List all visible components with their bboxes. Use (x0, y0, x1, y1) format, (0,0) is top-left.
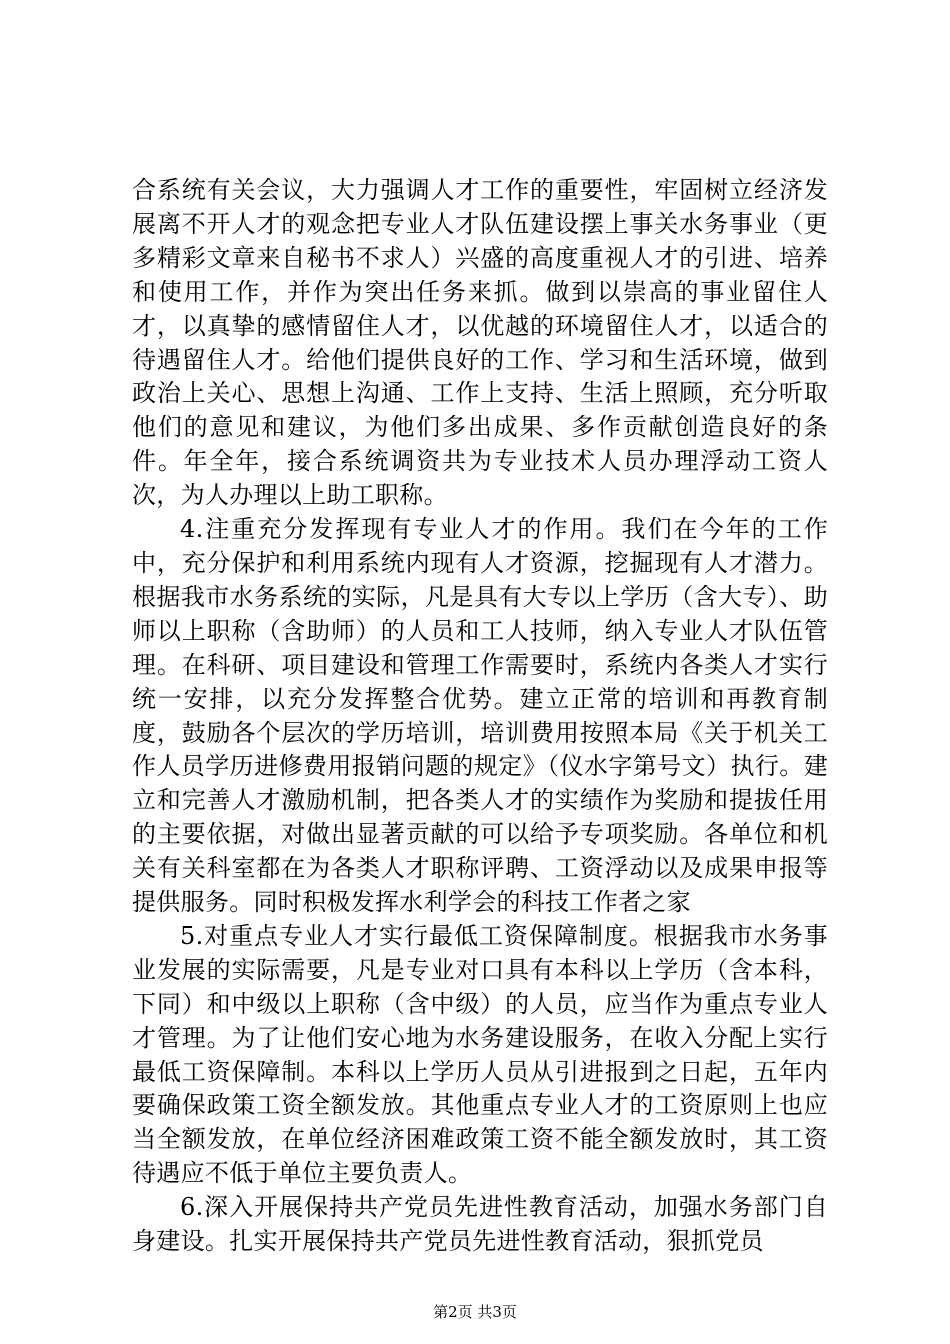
paragraph-item-6: 6.深入开展保持共产党员先进性教育活动，加强水务部门自身建设。扎实开展保持共产党员先进性教育活动，狠抓党员 (132, 1193, 828, 1256)
document-body (132, 174, 828, 1259)
page-number-footer: 第2页 共3页 (433, 1303, 517, 1321)
paragraph-item-4: 4.注重充分发挥现有专业人才的作用。我们在今年的工作中，充分保护和利用系统内现有人才资源，挖掘现有人才潜力。根据我市水务系统的实际，凡是具有大专以上学历（含大专）、助师以上职称（含助师）的人员和工人技师，纳入专业人才队伍管理。在科研、项目建设和管理工作需要时，系统内各类人才实行统一安排，以充分发挥整合优势。建立正常的培训和再教育制度，鼓励各个层次的学历培训，培训费用按照本局《关于机关工作人员学历进修费用报销问题的规定》（仪水字第号文）执行。建立和完善人才激励机制，把各类人才的实绩作为奖励和提拔任用的主要依据，对做出显著贡献的可以给予专项奖励。各单位和机关有关科室都在为各类人才职称评聘、工资浮动以及成果申报等提供服务。同时积极发挥水利学会的科技工作者之家 (132, 515, 828, 917)
paragraph-continuation: 合系统有关会议，大力强调人才工作的重要性，牢固树立经济发展离不开人才的观念把专业人才队伍建设摆上事关水务事业（更多精彩文章来自秘书不求人）兴盛的高度重视人才的引进、培养和使用工作，并作为突出任务来抓。做到以崇高的事业留住人才，以真挚的感情留住人才，以优越的环境留住人才，以适合的待遇留住人才。给他们提供良好的工作、学习和生活环境，做到政治上关心、思想上沟通、工作上支持、生活上照顾，充分听取他们的意见和建议，为他们多出成果、多作贡献创造良好的条件。年全年，接合系统调资共为专业技术人员办理浮动工资人次，为人办理以上助工职称。 (132, 176, 828, 510)
paragraph-item-5: 5.对重点专业人才实行最低工资保障制度。根据我市水务事业发展的实际需要，凡是专业对口具有本科以上学历（含本科，下同）和中级以上职称（含中级）的人员，应当作为重点专业人才管理。为了让他们安心地为水务建设服务，在收入分配上实行最低工资保障制。本科以上学历人员从引进报到之日起，五年内要确保政策工资全额发放。其他重点专业人才的工资原则上也应当全额发放，在单位经济困难政策工资不能全额发放时，其工资待遇应不低于单位主要负责人。 (132, 921, 828, 1188)
